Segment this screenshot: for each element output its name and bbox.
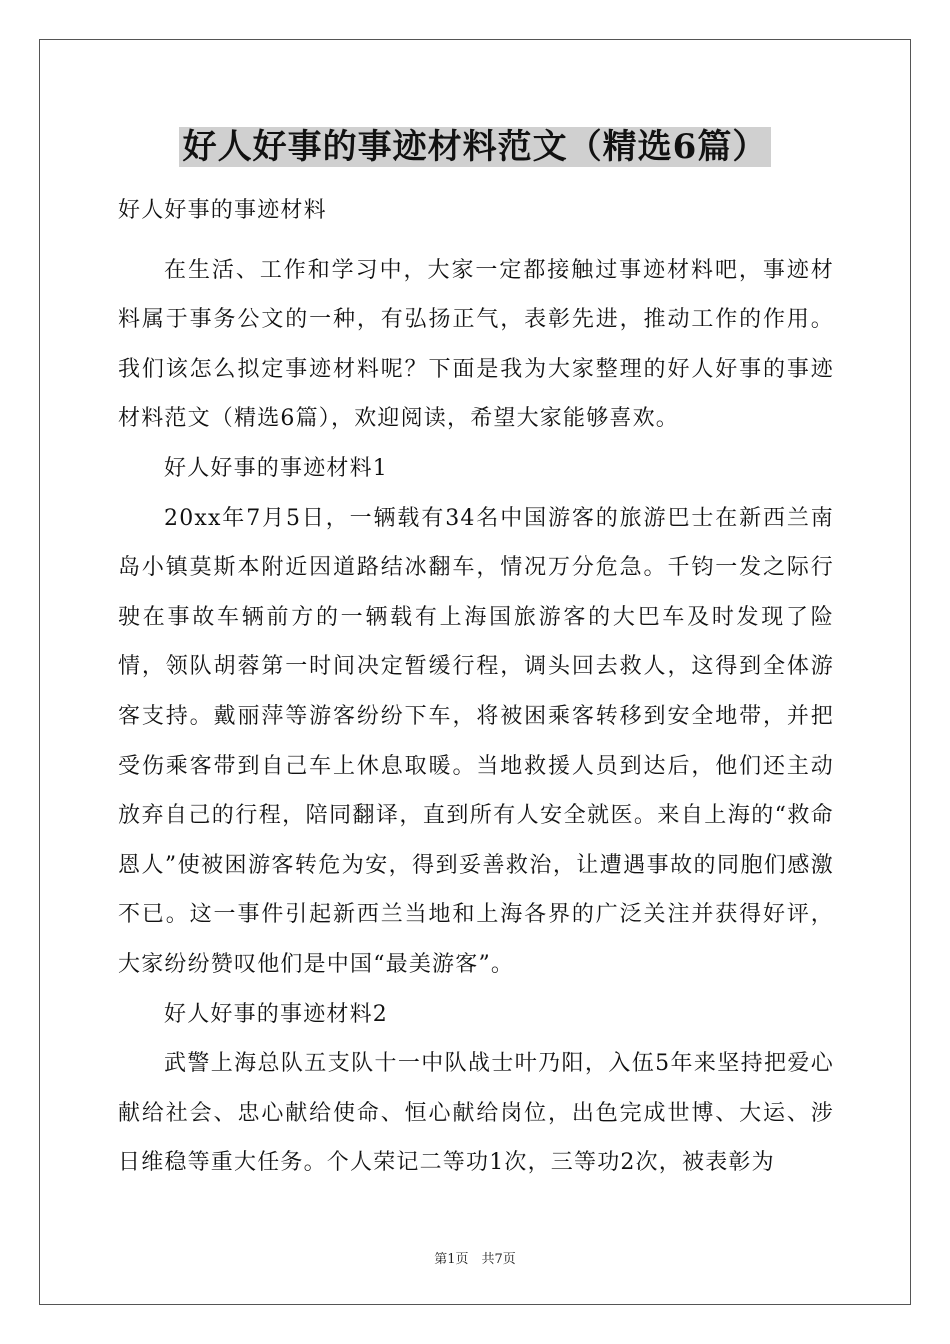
document-title — [0, 124, 950, 170]
document-body — [118, 186, 834, 1188]
subheading-1: 好人好事的事迹材料1 — [164, 455, 388, 481]
subheading-2: 好人好事的事迹材料2 — [164, 1001, 388, 1027]
section-heading: 好人好事的事迹材料 — [118, 198, 327, 223]
document-title-text: 好人好事的事迹材料范文（精选6篇） — [179, 127, 772, 167]
story-paragraph-2: 武警上海总队五支队十一中队战士叶乃阳，入伍5年来坚持把爱心献给社会、忠心献给使命、恒心献给岗位，出色完成世博、大运、涉日维稳等重大任务。个人荣记二等功1次，三等功2次，被表彰为 — [118, 1051, 834, 1176]
story-paragraph-1: 20xx年7月5日，一辆载有34名中国游客的旅游巴士在新西兰南岛小镇莫斯本附近因道路结冰翻车，情况万分危急。千钧一发之际行驶在事故车辆前方的一辆载有上海国旅游客的大巴车及时发现了险情，领队胡蓉第一时间决定暂缓行程，调头回去救人，这得到全体游客支持。戴丽萍等游客纷纷下车，将被困乘客转移到安全地带，并把受伤乘客带到自己车上休息取暖。当地救援人员到达后，他们还主动放弃自己的行程，陪同翻译，直到所有人安全就医。来自上海的“救命恩人”使被困游客转危为安，得到妥善救治，让遭遇事故的同胞们感激不已。这一事件引起新西兰当地和上海各界的广泛关注并获得好评，大家纷纷赞叹他们是中国“最美游客”。 — [118, 505, 834, 977]
intro-paragraph: 在生活、工作和学习中，大家一定都接触过事迹材料吧，事迹材料属于事务公文的一种，有弘扬正气，表彰先进，推动工作的作用。我们该怎么拟定事迹材料呢？下面是我为大家整理的好人好事的事迹材料范文（精选6篇），欢迎阅读，希望大家能够喜欢。 — [118, 257, 834, 432]
page-number-footer: 第1页 共7页 — [434, 1252, 516, 1267]
